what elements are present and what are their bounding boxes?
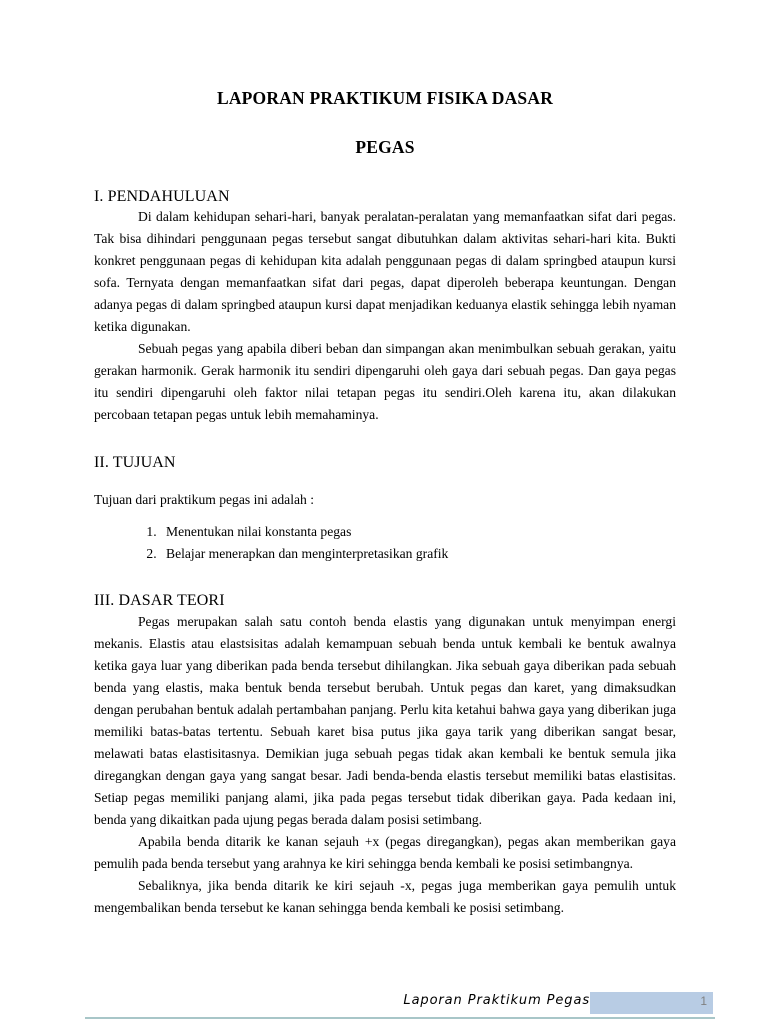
tujuan-list: [94, 521, 676, 565]
section-heading-pendahuluan: I. PENDAHULUAN: [94, 187, 230, 205]
tujuan-intro-text: Tujuan dari praktikum pegas ini adalah :: [94, 492, 314, 508]
section-heading-tujuan: II. TUJUAN: [94, 454, 176, 472]
pendahuluan-paragraph-1: Di dalam kehidupan sehari-hari, banyak peralatan-peralatan yang memanfaatkan sifat dari pegas. Tak bisa dihindari penggunaan pegas tersebut sangat dibutuhkan dalam aktivitas sehari-hari kita. Bukti konkret penggunaan pegas di kehidupan kita adalah penggunaan pegas di dalam springbed ataupun kursi sofa. Ternyata dengan memanfaatkan sifat dari pegas, dapat diperoleh beberapa keuntungan. Dengan adanya pegas di dalam springbed ataupun kursi dapat menjadikan keduanya elastik sehingga lebih nyaman ketika digunakan.: [94, 208, 676, 335]
page-number: 1: [700, 994, 707, 1008]
dasar-teori-paragraph-2: Apabila benda ditarik ke kanan sejauh +x (pegas diregangkan), pegas akan memberikan gaya pemulih pada benda tersebut yang arahnya ke kiri sehingga benda kembali ke posisi setimbangnya.: [94, 833, 676, 871]
pendahuluan-paragraph-2: Sebuah pegas yang apabila diberi beban dan simpangan akan menimbulkan sebuah gerakan, yaitu gerakan harmonik. Gerak harmonik itu sendiri dipengaruhi oleh gaya dari sebuah pegas. Dan gaya pegas itu sendiri dipengaruhi oleh faktor nilai tetapan pegas itu sendiri.Oleh karena itu, akan dilakukan percobaan tetapan pegas untuk lebih memahaminya.: [94, 341, 676, 423]
page-number-box: [590, 992, 713, 1014]
section-heading-dasar-teori: III. DASAR TEORI: [94, 592, 225, 610]
footer-divider: [85, 1017, 715, 1019]
dasar-teori-paragraph-1: Pegas merupakan salah satu contoh benda elastis yang digunakan untuk menyimpan energi mekanis. Elastis atau elastsisitas adalah kemampuan sebuah benda untuk kembali ke bentuk awalnya ketika gaya luar yang diberikan pada benda tersebut dihilangkan. Jika sebuah gaya diberikan pada sebuah benda yang elastis, maka bentuk benda tersebut berubah. Untuk pegas dan karet, yang dimaksudkan dengan perubahan bentuk adalah pertambahan panjang. Perlu kita ketahui bahwa gaya yang diberikan juga memiliki batas-batas tertentu. Sebuah karet bisa putus jika gaya tarik yang diberikan sangat besar, melawati batas elastisitasnya. Demikian juga sebuah pegas tidak akan kembali ke bentuk semula jika diregangkan dengan gaya yang sangat besar. Jadi benda-benda elastis tersebut memiliki batas elastisitas. Setiap pegas memiliki panjang alami, jika pada pegas tersebut tidak diberikan gaya. Pada kedaan ini, benda yang dikaitkan pada ujung pegas berada dalam posisi setimbang.: [94, 613, 676, 827]
document-body: [94, 0, 676, 919]
dasar-teori-paragraph-3: Sebaliknya, jika benda ditarik ke kiri sejauh -x, pegas juga memberikan gaya pemulih untuk mengembalikan benda tersebut ke kanan sehingga benda kembali ke posisi setimbang.: [94, 877, 676, 915]
footer-label: Laporan Praktikum Pegas: [403, 993, 590, 1008]
document-title: LAPORAN PRAKTIKUM FISIKA DASAR: [216, 88, 554, 108]
document-subtitle: PEGAS: [355, 136, 415, 157]
page-footer: [85, 990, 715, 1020]
list-item: 2. Belajar menerapkan dan menginterpretasikan grafik: [160, 543, 676, 565]
list-item: 1. Menentukan nilai konstanta pegas: [160, 521, 676, 543]
